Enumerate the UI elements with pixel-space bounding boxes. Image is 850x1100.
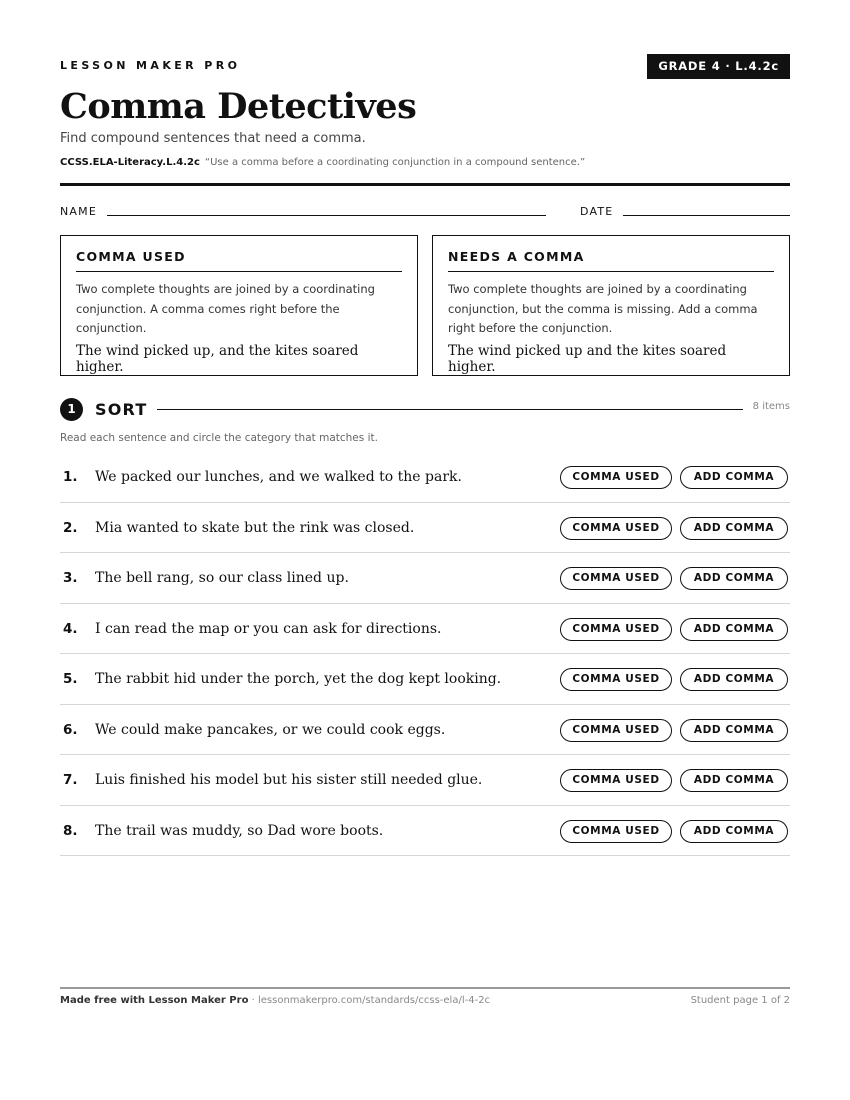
comma-used-option[interactable]: COMMA USED <box>560 466 672 489</box>
card-description: Two complete thoughts are joined by a coordinating conjunction, but the comma is missing. Add a comma right before the conjunction. <box>448 282 758 335</box>
list-item <box>60 604 790 655</box>
add-comma-option[interactable]: ADD COMMA <box>680 820 788 843</box>
section-item-count: 8 items <box>752 401 790 412</box>
list-item <box>60 705 790 756</box>
item-sentence: The trail was muddy, so Dad wore boots. <box>95 822 384 839</box>
item-number: 6. <box>63 721 78 738</box>
comma-used-option[interactable]: COMMA USED <box>560 719 672 742</box>
section-divider <box>157 409 743 410</box>
date-label: DATE <box>580 205 614 218</box>
name-label: NAME <box>60 205 97 218</box>
card-example: The wind picked up, and the kites soared higher. <box>76 342 359 375</box>
item-number: 7. <box>63 772 78 788</box>
sentence-list <box>60 452 790 856</box>
list-item <box>60 755 790 806</box>
item-sentence: We packed our lunches, and we walked to the park. <box>95 469 462 485</box>
card-needs-a-comma <box>432 235 790 376</box>
standard-quote: “Use a comma before a coordinating conjunction in a compound sentence.” <box>204 157 586 168</box>
card-heading: COMMA USED <box>76 249 402 272</box>
item-number: 4. <box>63 620 78 637</box>
standard-code: CCSS.ELA-Literacy.L.4.2c <box>60 157 200 168</box>
footer-made-with: Made free with Lesson Maker Pro <box>60 995 249 1006</box>
page-subtitle: Find compound sentences that need a comma. <box>60 131 366 146</box>
header-divider <box>60 183 790 186</box>
page-title: Comma Detectives <box>60 86 417 127</box>
worksheet-page <box>60 0 790 1100</box>
name-field[interactable] <box>107 215 546 216</box>
footer-divider <box>60 987 790 989</box>
item-sentence: We could make pancakes, or we could cook eggs. <box>95 721 446 738</box>
card-description: Two complete thoughts are joined by a coordinating conjunction. A comma comes right before the conjunction. <box>76 282 375 335</box>
item-number: 2. <box>63 519 78 536</box>
comma-used-option[interactable]: COMMA USED <box>560 618 672 641</box>
item-sentence: Mia wanted to skate but the rink was closed. <box>95 519 415 536</box>
comma-used-option[interactable]: COMMA USED <box>560 517 672 540</box>
comma-used-option[interactable]: COMMA USED <box>560 567 672 590</box>
add-comma-option[interactable]: ADD COMMA <box>680 618 788 641</box>
footer-credit <box>60 995 490 1006</box>
add-comma-option[interactable]: ADD COMMA <box>680 517 788 540</box>
list-item <box>60 806 790 857</box>
brand-name: LESSON MAKER PRO <box>60 59 241 72</box>
page-number: Student page 1 of 2 <box>690 995 790 1006</box>
section-instructions: Read each sentence and circle the category that matches it. <box>60 432 378 444</box>
standard-reference <box>60 157 585 168</box>
footer-separator: · <box>248 995 258 1006</box>
item-sentence: Luis finished his model but his sister still needed glue. <box>95 772 483 788</box>
comma-used-option[interactable]: COMMA USED <box>560 769 672 792</box>
footer-url-link[interactable]: lessonmakerpro.com/standards/ccss-ela/l-4-2c <box>257 995 491 1006</box>
comma-used-option[interactable]: COMMA USED <box>560 668 672 691</box>
comma-used-option[interactable]: COMMA USED <box>560 820 672 843</box>
card-example: The wind picked up and the kites soared higher. <box>448 342 727 375</box>
item-number: 5. <box>63 671 78 687</box>
section-number-badge: 1 <box>60 398 83 421</box>
item-number: 1. <box>63 469 78 485</box>
add-comma-option[interactable]: ADD COMMA <box>680 567 788 590</box>
list-item <box>60 503 790 554</box>
item-sentence: The bell rang, so our class lined up. <box>95 570 349 586</box>
grade-badge: GRADE 4 · L.4.2c <box>647 54 790 79</box>
item-sentence: The rabbit hid under the porch, yet the dog kept looking. <box>95 671 502 687</box>
item-number: 3. <box>63 570 78 586</box>
add-comma-option[interactable]: ADD COMMA <box>680 769 788 792</box>
add-comma-option[interactable]: ADD COMMA <box>680 466 788 489</box>
card-heading: NEEDS A COMMA <box>448 249 774 272</box>
list-item <box>60 654 790 705</box>
item-sentence: I can read the map or you can ask for directions. <box>95 620 442 637</box>
section-title: SORT <box>95 400 148 419</box>
add-comma-option[interactable]: ADD COMMA <box>680 719 788 742</box>
item-number: 8. <box>63 822 78 839</box>
date-field[interactable] <box>623 215 790 216</box>
list-item <box>60 553 790 604</box>
card-comma-used <box>60 235 418 376</box>
list-item <box>60 452 790 503</box>
add-comma-option[interactable]: ADD COMMA <box>680 668 788 691</box>
